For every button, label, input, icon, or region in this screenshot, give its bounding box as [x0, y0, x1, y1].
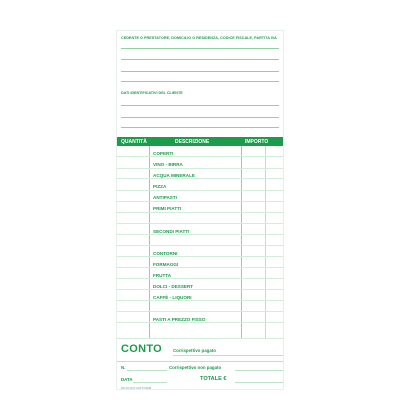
table-header [117, 137, 283, 146]
seller-line-2[interactable] [121, 59, 279, 60]
client-line-2[interactable] [121, 117, 279, 118]
item-frutta: FRUTTA [153, 273, 172, 278]
item-dolci-dessert: DOLCI - DESSERT [153, 284, 194, 289]
form-code: DU13 DU7 FATTCR08 [121, 386, 152, 390]
client-line-1[interactable] [121, 105, 279, 106]
row-line[interactable] [117, 212, 283, 213]
totals-divider [117, 361, 283, 362]
item-vino-birra: VINO - BIRRA [153, 162, 183, 167]
seller-caption: CEDENTE O PRESTATORE, DOMICILIO O RESIDENZA, CODICE FISCALE, PARTITA IVA [121, 36, 277, 40]
row-line[interactable] [117, 190, 283, 191]
item-primi-piatti: PRIMI PIATTI [153, 206, 182, 211]
row-line[interactable] [117, 278, 283, 279]
seller-line-4[interactable] [121, 81, 279, 82]
item-pizza: PIZZA [153, 184, 167, 189]
corrispettivo-pagato-label: Corrispettivo pagato [173, 348, 216, 353]
item-pasti-prezzo-fisso: PASTI A PREZZO FISSO [153, 317, 206, 322]
header-importo: IMPORTO [245, 139, 269, 145]
row-line[interactable] [117, 300, 283, 301]
corrispettivo-pagato-line[interactable] [173, 355, 283, 356]
row-line[interactable] [117, 168, 283, 169]
items-table [117, 146, 283, 339]
row-line[interactable] [117, 234, 283, 235]
client-caption: DATI IDENTIFICATIVI DEL CLIENTE [121, 91, 183, 95]
row-line[interactable] [117, 322, 283, 323]
corrispettivo-non-pagato-label: Corrispettivo non pagato [169, 365, 222, 370]
seller-line-1[interactable] [121, 48, 279, 49]
conto-title: CONTO [121, 343, 163, 355]
seller-line-3[interactable] [121, 71, 279, 72]
item-coperti: COPERTI [153, 151, 174, 156]
item-formaggi: FORMAGGI [153, 262, 179, 267]
corrispettivo-non-pagato-line[interactable] [235, 370, 283, 371]
totale-line[interactable] [235, 382, 283, 383]
item-antipasti: ANTIPASTI [153, 195, 177, 200]
header-quantita: QUANTITÀ [121, 139, 147, 145]
data-label: DATA [121, 377, 133, 382]
row-line[interactable] [117, 256, 283, 257]
item-acqua-minerale: ACQUA MINERALE [153, 173, 195, 178]
row-line[interactable] [117, 156, 283, 157]
row-line[interactable] [117, 289, 283, 290]
client-line-3[interactable] [121, 127, 279, 128]
totale-label: TOTALE € [200, 376, 227, 382]
data-line[interactable] [133, 382, 167, 383]
receipt-form [116, 30, 284, 390]
item-contorni: CONTORNI [153, 251, 178, 256]
row-line[interactable] [117, 311, 283, 312]
numero-line[interactable] [127, 370, 167, 371]
row-line[interactable] [117, 245, 283, 246]
totals-section [117, 339, 283, 389]
header-descrizione: DESCRIZIONE [175, 139, 210, 145]
item-caffe-liquori: CAFFÈ - LIQUORI [153, 295, 192, 300]
row-line[interactable] [117, 201, 283, 202]
numero-label: N. [121, 365, 126, 370]
item-secondi-piatti: SECONDI PIATTI [153, 229, 190, 234]
row-line[interactable] [117, 178, 283, 179]
row-line[interactable] [117, 223, 283, 224]
row-line[interactable] [117, 267, 283, 268]
